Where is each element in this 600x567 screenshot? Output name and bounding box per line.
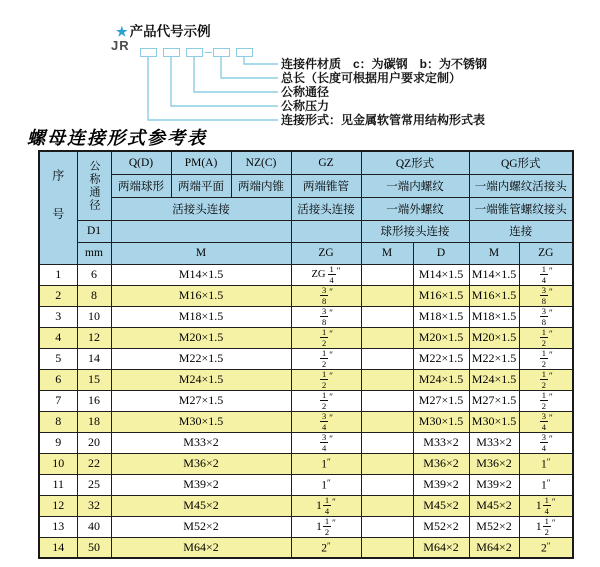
- dn-cell: 20: [77, 432, 111, 453]
- diagram-label-connection: 连接形式：见金属软管常用结构形式表: [281, 113, 486, 127]
- qg-zg-cell: 1 $\frac{1}{4}$ ″: [519, 495, 573, 516]
- header-row-2: [39, 174, 573, 197]
- code-box-5: [236, 48, 253, 57]
- header-row-5: [39, 242, 573, 264]
- gz-zg-cell: 1 $\frac{1}{4}$ ″: [291, 495, 361, 516]
- qg-m-cell: M22×1.5: [469, 348, 519, 369]
- qz-d-cell: M45×2: [413, 495, 469, 516]
- header-sub-qg: 一端内螺纹活接头: [469, 174, 573, 197]
- seq-cell: 14: [39, 537, 77, 558]
- m-cell: M27×1.5: [111, 390, 291, 411]
- header-sub-pm: 两端平面: [171, 174, 231, 197]
- table-row: [39, 432, 573, 453]
- header-unit-qg-m: M: [469, 242, 519, 264]
- qz-m-cell: [361, 432, 413, 453]
- qg-m-cell: M20×1.5: [469, 327, 519, 348]
- qg-zg-cell: $\frac{1}{2}$ ″: [519, 369, 573, 390]
- gz-zg-cell: 1″: [291, 474, 361, 495]
- gz-zg-cell: $\frac{3}{4}$ ″: [291, 411, 361, 432]
- product-code-diagram: [0, 0, 600, 132]
- diagram-label-pressure: 公称压力: [281, 99, 330, 113]
- qz-m-cell: [361, 369, 413, 390]
- header-sub-q: 两端球形: [111, 174, 171, 197]
- gz-zg-cell: $\frac{3}{4}$ ″: [291, 432, 361, 453]
- qz-d-cell: M52×2: [413, 516, 469, 537]
- m-cell: M39×2: [111, 474, 291, 495]
- qg-zg-cell: 2″: [519, 537, 573, 558]
- qg-zg-cell: $\frac{1}{2}$ ″: [519, 348, 573, 369]
- qg-m-cell: M24×1.5: [469, 369, 519, 390]
- qz-d-cell: M16×1.5: [413, 285, 469, 306]
- qz-d-cell: M64×2: [413, 537, 469, 558]
- code-dash: [205, 52, 212, 53]
- gz-zg-cell: $\frac{1}{2}$ ″: [291, 348, 361, 369]
- table-row: [39, 390, 573, 411]
- qg-m-cell: M52×2: [469, 516, 519, 537]
- qz-m-cell: [361, 327, 413, 348]
- qz-m-cell: [361, 411, 413, 432]
- m-cell: M22×1.5: [111, 348, 291, 369]
- dn-cell: 12: [77, 327, 111, 348]
- header-col-pm: PM(A): [171, 151, 231, 174]
- header-unit-m: M: [111, 242, 291, 264]
- dn-cell: 25: [77, 474, 111, 495]
- header-join-qz: 一端外螺纹: [361, 197, 469, 220]
- gz-zg-cell: $\frac{1}{2}$ ″: [291, 327, 361, 348]
- diagram-label-material: 连接件材质 c：为碳钢 b：为不锈钢: [281, 57, 488, 71]
- gz-zg-cell: $\frac{3}{8}$ ″: [291, 306, 361, 327]
- m-cell: M30×1.5: [111, 411, 291, 432]
- qg-zg-cell: 1″: [519, 453, 573, 474]
- qz-d-cell: M18×1.5: [413, 306, 469, 327]
- qg-m-cell: M33×2: [469, 432, 519, 453]
- dn-cell: 8: [77, 285, 111, 306]
- diagram-title-text: 产品代号示例: [129, 24, 211, 39]
- gz-zg-cell: 1″: [291, 453, 361, 474]
- qz-d-cell: M36×2: [413, 453, 469, 474]
- seq-cell: 2: [39, 285, 77, 306]
- header-col-nz: NZ(C): [231, 151, 291, 174]
- m-cell: M14×1.5: [111, 264, 291, 285]
- seq-cell: 3: [39, 306, 77, 327]
- qz-d-cell: M33×2: [413, 432, 469, 453]
- qz-m-cell: [361, 537, 413, 558]
- table-row: [39, 537, 573, 558]
- dn-cell: 15: [77, 369, 111, 390]
- header-sub-gz: 两端锥管: [291, 174, 361, 197]
- m-cell: M20×1.5: [111, 327, 291, 348]
- qg-zg-cell: $\frac{1}{2}$ ″: [519, 390, 573, 411]
- table-row: [39, 348, 573, 369]
- header-conn-qg: 连接: [469, 220, 573, 242]
- header-col-gz: GZ: [291, 151, 361, 174]
- seq-cell: 6: [39, 369, 77, 390]
- header-col-q: Q(D): [111, 151, 171, 174]
- header-seq: 序号: [39, 151, 77, 264]
- table-row: [39, 411, 573, 432]
- table-row: [39, 474, 573, 495]
- qg-m-cell: M30×1.5: [469, 411, 519, 432]
- qz-m-cell: [361, 495, 413, 516]
- table-row: [39, 264, 573, 285]
- seq-cell: 1: [39, 264, 77, 285]
- gz-zg-cell: $\frac{1}{2}$ ″: [291, 369, 361, 390]
- dn-cell: 22: [77, 453, 111, 474]
- m-cell: M33×2: [111, 432, 291, 453]
- header-row-3: [39, 197, 573, 220]
- m-cell: M45×2: [111, 495, 291, 516]
- code-box-1: [140, 48, 157, 57]
- header-col-qg: QG形式: [469, 151, 573, 174]
- dn-cell: 50: [77, 537, 111, 558]
- qz-m-cell: [361, 474, 413, 495]
- qz-m-cell: [361, 516, 413, 537]
- header-unit-qz-d: D: [413, 242, 469, 264]
- dn-cell: 32: [77, 495, 111, 516]
- qz-d-cell: M14×1.5: [413, 264, 469, 285]
- header-d1: D1: [77, 220, 111, 242]
- m-cell: M16×1.5: [111, 285, 291, 306]
- table-title: 螺母连接形式参考表: [27, 128, 207, 148]
- table-row: [39, 516, 573, 537]
- qg-zg-cell: $\frac{3}{4}$ ″: [519, 411, 573, 432]
- code-prefix: JR: [111, 38, 130, 53]
- header-blank-gz: [291, 220, 361, 242]
- header-conn-qz: 球形接头连接: [361, 220, 469, 242]
- table-row: [39, 495, 573, 516]
- qg-m-cell: M27×1.5: [469, 390, 519, 411]
- header-blank-qpmnz: [111, 220, 291, 242]
- table-row: [39, 327, 573, 348]
- dn-cell: 6: [77, 264, 111, 285]
- header-col-qz: QZ形式: [361, 151, 469, 174]
- qg-m-cell: M18×1.5: [469, 306, 519, 327]
- qg-m-cell: M14×1.5: [469, 264, 519, 285]
- qz-d-cell: M30×1.5: [413, 411, 469, 432]
- header-join-qg: 一端锥管螺纹接头: [469, 197, 573, 220]
- header-dn: 公称通径: [77, 151, 111, 220]
- dn-cell: 14: [77, 348, 111, 369]
- qg-zg-cell: $\frac{3}{8}$ ″: [519, 306, 573, 327]
- m-cell: M36×2: [111, 453, 291, 474]
- qg-m-cell: M45×2: [469, 495, 519, 516]
- qz-m-cell: [361, 348, 413, 369]
- qg-zg-cell: $\frac{1}{2}$ ″: [519, 327, 573, 348]
- seq-cell: 4: [39, 327, 77, 348]
- seq-cell: 7: [39, 390, 77, 411]
- qz-m-cell: [361, 390, 413, 411]
- qz-d-cell: M22×1.5: [413, 348, 469, 369]
- qg-m-cell: M16×1.5: [469, 285, 519, 306]
- qg-zg-cell: $\frac{1}{4}$ ″: [519, 264, 573, 285]
- qg-m-cell: M64×2: [469, 537, 519, 558]
- header-mm: mm: [77, 242, 111, 264]
- code-box-4: [213, 48, 230, 57]
- diagram-label-diameter: 公称通径: [281, 85, 330, 99]
- seq-cell: 11: [39, 474, 77, 495]
- header-unit-qg-zg: ZG: [519, 242, 573, 264]
- qz-d-cell: M24×1.5: [413, 369, 469, 390]
- header-unit-qz-m: M: [361, 242, 413, 264]
- diagram-title: [116, 20, 211, 40]
- seq-cell: 13: [39, 516, 77, 537]
- m-cell: M18×1.5: [111, 306, 291, 327]
- seq-cell: 8: [39, 411, 77, 432]
- qg-zg-cell: $\frac{3}{8}$ ″: [519, 285, 573, 306]
- qz-m-cell: [361, 306, 413, 327]
- table-row: [39, 453, 573, 474]
- qz-m-cell: [361, 453, 413, 474]
- header-row-1: [39, 151, 573, 174]
- seq-cell: 9: [39, 432, 77, 453]
- header-join-gz: 活接头连接: [291, 197, 361, 220]
- m-cell: M24×1.5: [111, 369, 291, 390]
- header-unit-gz-zg: ZG: [291, 242, 361, 264]
- dn-cell: 40: [77, 516, 111, 537]
- gz-zg-cell: 1 $\frac{1}{2}$ ″: [291, 516, 361, 537]
- seq-cell: 12: [39, 495, 77, 516]
- gz-zg-cell: 2″: [291, 537, 361, 558]
- code-box-3: [186, 48, 203, 57]
- diagram-label-length: 总长（长度可根据用户要求定制）: [281, 71, 462, 85]
- seq-cell: 5: [39, 348, 77, 369]
- qz-d-cell: M20×1.5: [413, 327, 469, 348]
- qz-m-cell: [361, 264, 413, 285]
- header-sub-qz: 一端内螺纹: [361, 174, 469, 197]
- qg-zg-cell: 1 $\frac{1}{2}$ ″: [519, 516, 573, 537]
- star-icon: ★: [116, 24, 128, 39]
- qg-zg-cell: $\frac{3}{4}$ ″: [519, 432, 573, 453]
- header-row-4: [39, 220, 573, 242]
- m-cell: M52×2: [111, 516, 291, 537]
- qz-m-cell: [361, 285, 413, 306]
- qg-zg-cell: 1″: [519, 474, 573, 495]
- gz-zg-cell: $\frac{1}{2}$ ″: [291, 390, 361, 411]
- gz-zg-cell: ZG $\frac{1}{4}$ ″: [291, 264, 361, 285]
- table-row: [39, 285, 573, 306]
- dn-cell: 16: [77, 390, 111, 411]
- seq-cell: 10: [39, 453, 77, 474]
- qg-m-cell: M36×2: [469, 453, 519, 474]
- dn-cell: 10: [77, 306, 111, 327]
- header-sub-nz: 两端内锥: [231, 174, 291, 197]
- qg-m-cell: M39×2: [469, 474, 519, 495]
- table-row: [39, 306, 573, 327]
- gz-zg-cell: $\frac{3}{8}$ ″: [291, 285, 361, 306]
- table-row: [39, 369, 573, 390]
- dn-cell: 18: [77, 411, 111, 432]
- qz-d-cell: M27×1.5: [413, 390, 469, 411]
- m-cell: M64×2: [111, 537, 291, 558]
- nut-connection-table: [38, 150, 574, 559]
- code-box-2: [163, 48, 180, 57]
- qz-d-cell: M39×2: [413, 474, 469, 495]
- header-join-qpmnz: 活接头连接: [111, 197, 291, 220]
